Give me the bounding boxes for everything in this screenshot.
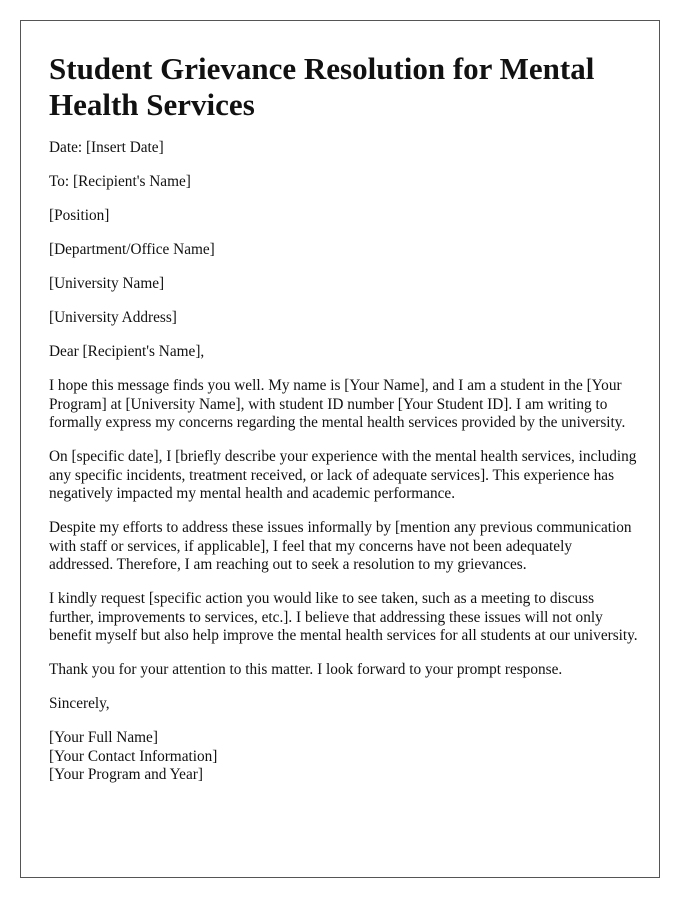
page-title: Student Grievance Resolution for Mental Health Services (49, 51, 595, 122)
signature-program-year: [Your Program and Year] (49, 766, 203, 783)
date-line: Date: [Insert Date] (49, 139, 164, 156)
department-line: [Department/Office Name] (49, 241, 215, 258)
body-paragraph: Despite my efforts to address these issues informally by [mention any previous communication with staff or services, if applicable], I feel that my concerns have not been adequately addressed. Therefore, I am reaching out to seek a resolution to my grievances. (49, 519, 632, 573)
letter-content (49, 51, 639, 785)
body-paragraph: On [specific date], I [briefly describe your experience with the mental health services, including any specific incidents, treatment received, or lack of adequate services]. This experience has negatively impacted my mental health and academic performance. (49, 448, 637, 502)
signature-name: [Your Full Name] (49, 729, 158, 746)
body-paragraph: I hope this message finds you well. My name is [Your Name], and I am a student in the [Your Program] at [University Name], with student ID number [Your Student ID]. I am writing to formally express my concerns regarding the mental health services provided by the university. (49, 377, 626, 431)
recipient-line: To: [Recipient's Name] (49, 173, 191, 190)
letter-page (20, 20, 660, 878)
body-paragraph: I kindly request [specific action you would like to see taken, such as a meeting to discuss further, improvements to services, etc.]. I believe that addressing these issues will not only benefit myself but also help improve the mental health services for all students at our university. (49, 590, 638, 644)
position-line: [Position] (49, 207, 110, 224)
university-address-line: [University Address] (49, 309, 177, 326)
salutation: Dear [Recipient's Name], (49, 343, 205, 360)
closing: Sincerely, (49, 695, 110, 712)
body-paragraph: Thank you for your attention to this matter. I look forward to your prompt response. (49, 661, 563, 678)
signature-contact: [Your Contact Information] (49, 747, 218, 765)
university-name-line: [University Name] (49, 275, 165, 292)
